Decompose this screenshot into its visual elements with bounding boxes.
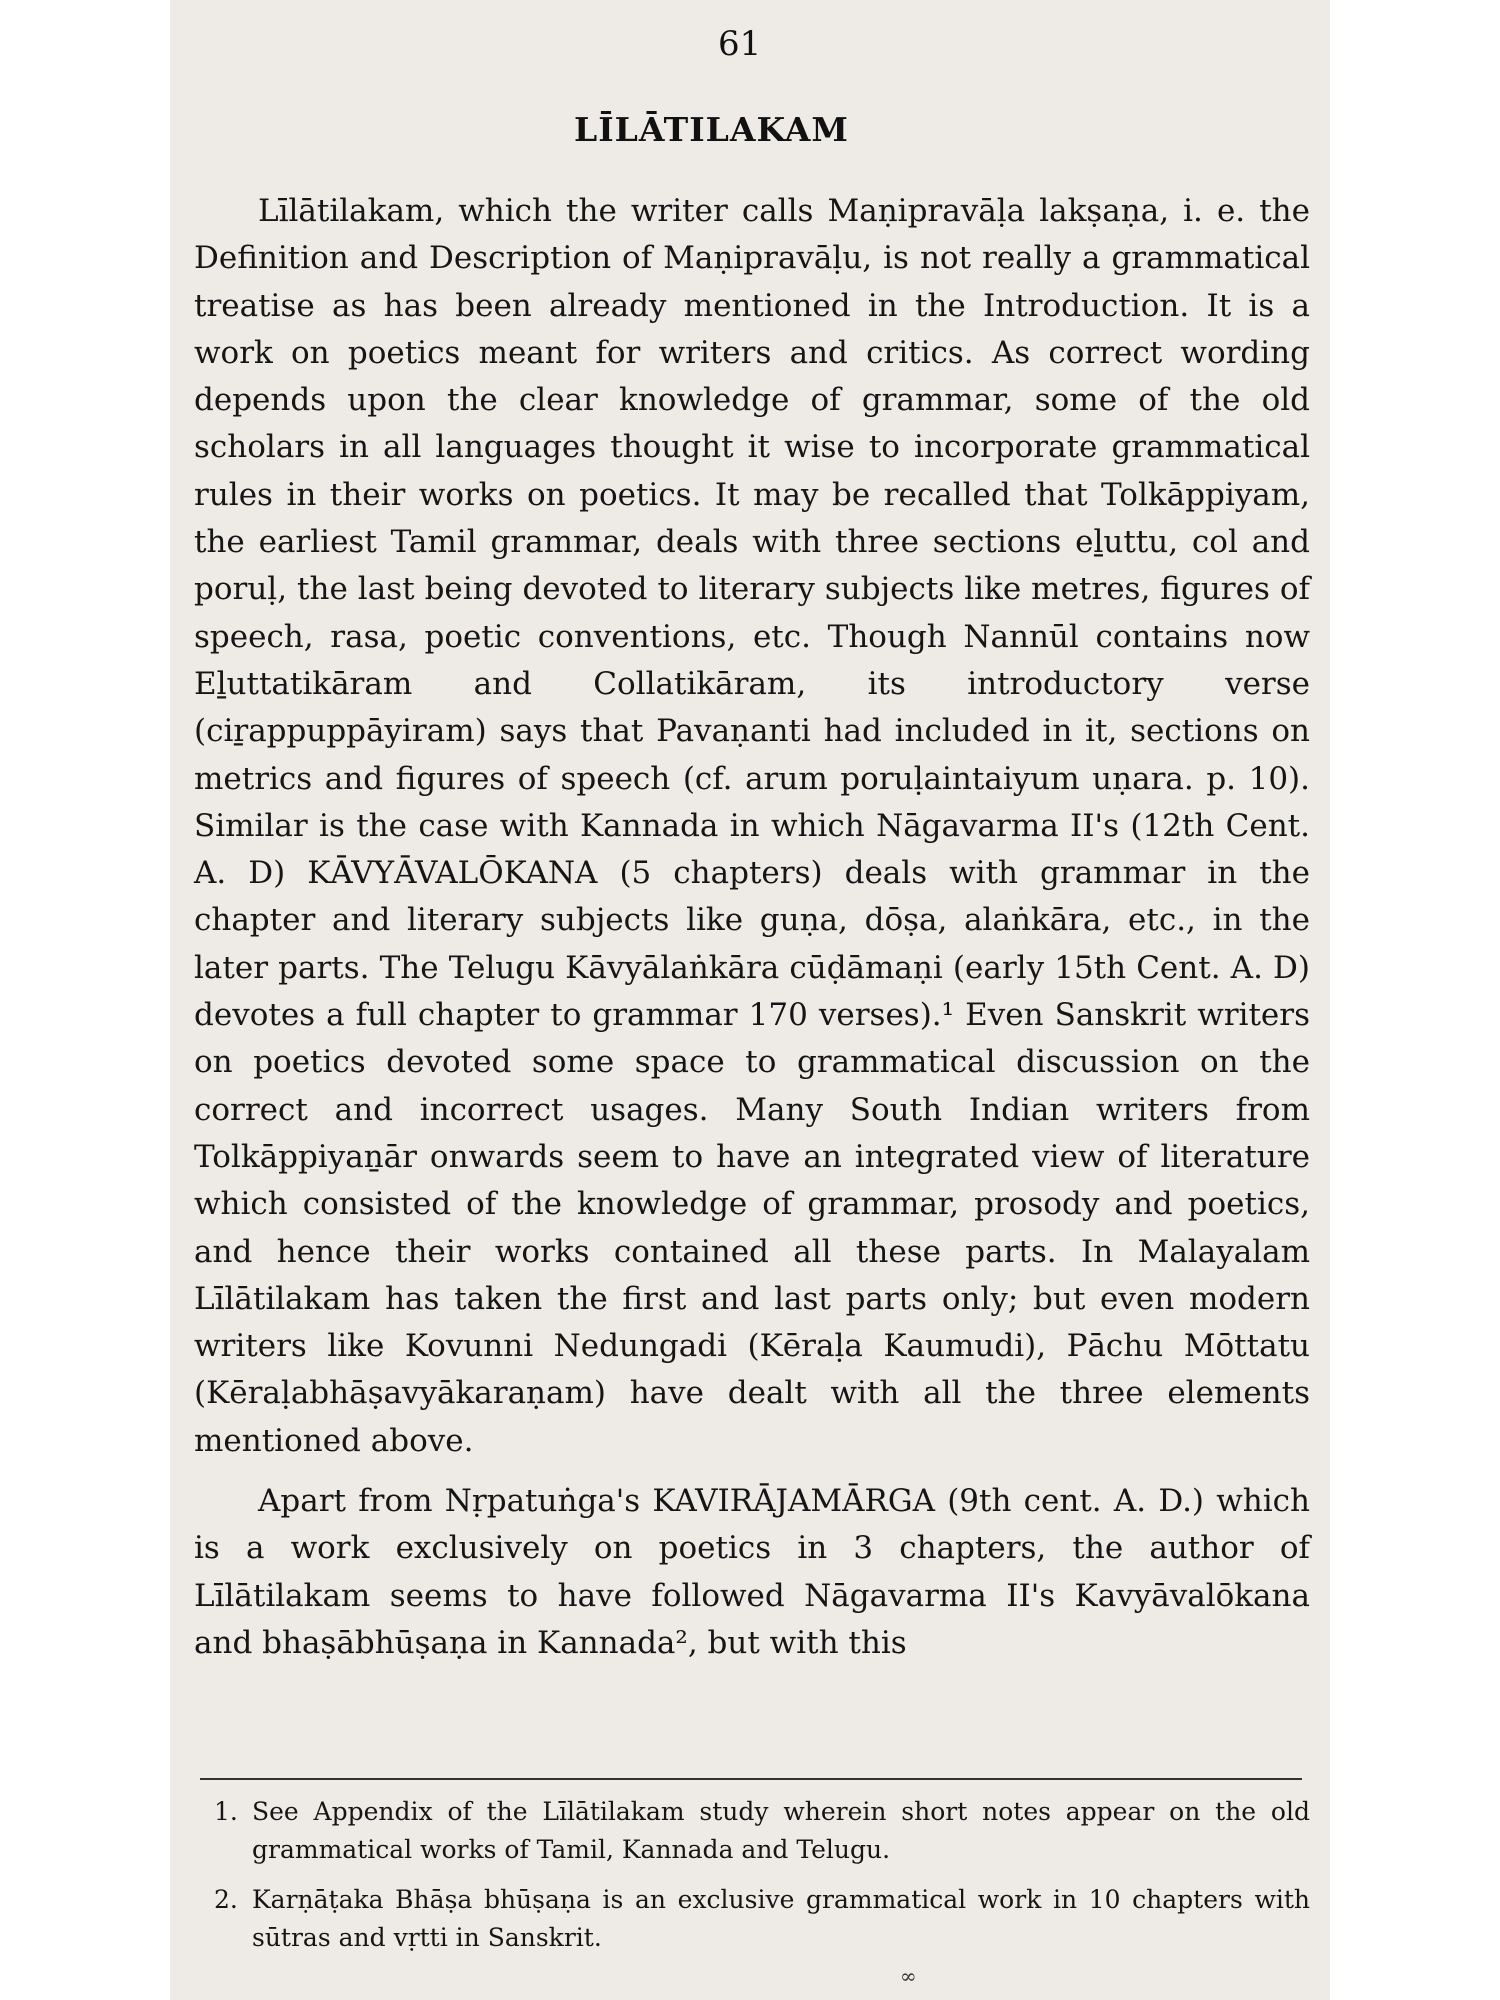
footnote-number: 1.: [214, 1797, 238, 1826]
paragraph: Līlātilakam, which the writer calls Maṇipravāḷa lakṣaṇa, i. e. the Definition and Description of Maṇipravāḷu, is not really a grammatical treatise as has been already mentioned in the Introduction. It is a work on poetics meant for writers and critics. As correct wording depends upon the clear knowledge of grammar, some of the old scholars in all languages thought it wise to incorporate grammatical rules in their works on poetics. It may be recalled that Tolkāppiyam, the earliest Tamil grammar, deals with three sections eḻuttu, col and poruḷ, the last being devoted to literary subjects like metres, figures of speech, rasa, poetic conventions, etc. Though Nannūl contains now Eḻuttatikāram and Collatikāram, its introductory verse (ciṟappuppāyiram) says that Pavaṇanti had included in it, sections on metrics and figures of speech (cf. arum poruḷaintaiyum uṇara. p. 10). Similar is the case with Kannada in which Nāgavarma II's (12th Cent. A. D) KĀVYĀVALŌKANA (5 chapters) deals with grammar in the chapter and literary subjects like guṇa, dōṣa, alaṅkāra, etc., in the later parts. The Telugu Kāvyālaṅkāra cūḍāmaṇi (early 15th Cent. A. D) devotes a full chapter to grammar 170 verses).¹ Even Sanskrit writers on poetics devoted some space to grammatical discussion on the correct and incorrect usages. Many South Indian writers from Tolkāppiyaṉār onwards seem to have an integrated view of literature which consisted of the knowledge of grammar, prosody and poetics, and hence their works contained all these parts. In Malayalam Līlātilakam has taken the first and last parts only; but even modern writers like Kovunni Nedungadi (Kēraḷa Kaumudi), Pāchu Mōttatu (Kēraḷabhāṣavyākaraṇam) have dealt with all the three elements mentioned above.: [194, 193, 1310, 1459]
page-number: 61: [718, 24, 762, 64]
page-title: LĪLĀTILAKAM: [574, 110, 849, 149]
footnotes: [200, 1793, 1310, 1969]
footnote-divider: [200, 1778, 1302, 1780]
footnote: [200, 1793, 1310, 1869]
footnote-text: Karṇāṭaka Bhāṣa bhūṣaṇa is an exclusive grammatical work in 10 chapters with sūtras and vṛtti in Sanskrit.: [252, 1885, 1310, 1952]
paragraph: Apart from Nṛpatuṅga's KAVIRĀJAMĀRGA (9th cent. A. D.) which is a work exclusively on poetics in 3 chapters, the author of Līlātilakam seems to have followed Nāgavarma II's Kavyāvalōkana and bhaṣābhūṣaṇa in Kannada², but with this: [194, 1483, 1310, 1661]
footnote-text: See Appendix of the Līlātilakam study wherein short notes appear on the old grammatical works of Tamil, Kannada and Telugu.: [252, 1797, 1310, 1864]
footnote-number: 2.: [214, 1885, 238, 1914]
bottom-mark: ∞: [900, 1964, 917, 1988]
footnote: [200, 1881, 1310, 1957]
body-text: [194, 188, 1310, 1667]
